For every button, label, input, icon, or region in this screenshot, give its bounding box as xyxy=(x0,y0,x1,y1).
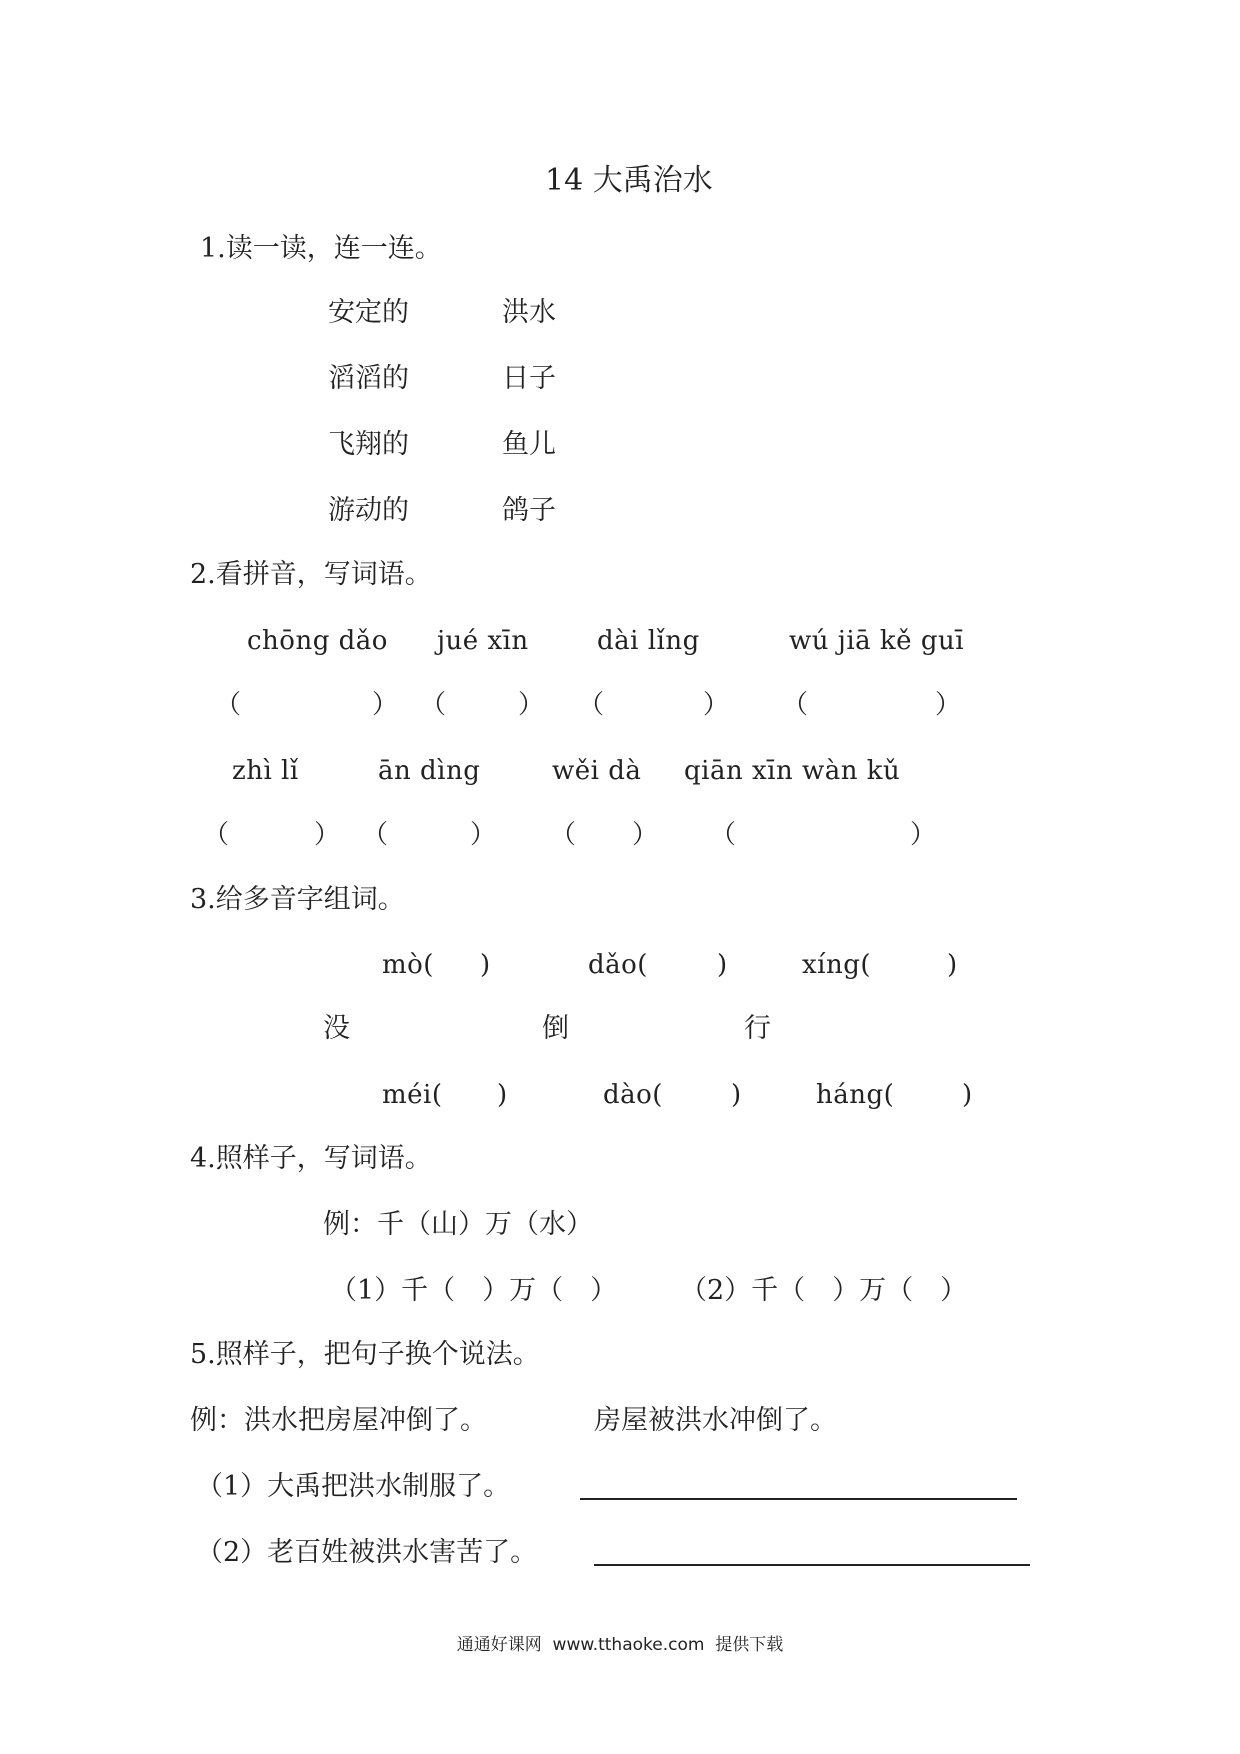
q5-answer-line-1[interactable] xyxy=(580,1498,1017,1500)
q3-character: 行 xyxy=(744,1013,771,1044)
q2-answer-close[interactable]: ） xyxy=(314,820,341,850)
q5-example-answer: 房屋被洪水冲倒了。 xyxy=(594,1405,837,1436)
q2-answer-open[interactable]: （ xyxy=(362,820,389,850)
q2-pinyin: wú jiā kě guī xyxy=(789,626,965,656)
q2-pinyin: zhì lǐ xyxy=(232,756,299,786)
q2-answer-open[interactable]: （ xyxy=(550,820,577,850)
q2-pinyin: jué xīn xyxy=(437,626,529,656)
q3-answer-close[interactable]: ) xyxy=(480,950,491,980)
q2-pinyin: qiān xīn wàn kǔ xyxy=(684,756,901,786)
q1-right-item[interactable]: 日子 xyxy=(502,363,556,394)
q3-pinyin: xíng( xyxy=(802,950,872,980)
q4-item-1[interactable]: （1）千（ ）万（ ） xyxy=(330,1275,618,1306)
footer-credit: 通通好课网 www.tthaoke.com 提供下载 xyxy=(456,1635,784,1655)
q2-pinyin: dài lǐng xyxy=(597,626,700,656)
q3-pinyin: méi( xyxy=(382,1080,443,1110)
q2-answer-open[interactable]: （ xyxy=(215,690,242,720)
q1-right-item[interactable]: 鱼儿 xyxy=(502,429,556,460)
q1-left-item[interactable]: 安定的 xyxy=(328,297,409,328)
q2-pinyin: wěi dà xyxy=(552,756,642,786)
question-1-heading: 1.读一读，连一连。 xyxy=(200,233,442,264)
q3-character: 没 xyxy=(323,1013,350,1044)
q1-left-item[interactable]: 滔滔的 xyxy=(328,363,409,394)
q2-answer-close[interactable]: ） xyxy=(703,690,730,720)
q2-answer-close[interactable]: ） xyxy=(372,690,399,720)
q3-answer-close[interactable]: ) xyxy=(497,1080,508,1110)
q2-answer-open[interactable]: （ xyxy=(782,690,809,720)
q3-answer-close[interactable]: ) xyxy=(962,1080,973,1110)
q2-answer-open[interactable]: （ xyxy=(578,690,605,720)
q1-left-item[interactable]: 飞翔的 xyxy=(328,429,409,460)
q5-example-sentence: 例：洪水把房屋冲倒了。 xyxy=(190,1405,487,1436)
q3-answer-close[interactable]: ) xyxy=(947,950,958,980)
q3-answer-close[interactable]: ) xyxy=(717,950,728,980)
q2-pinyin: ān dìng xyxy=(378,756,481,786)
q3-pinyin: mò( xyxy=(382,950,434,980)
q2-answer-close[interactable]: ） xyxy=(470,820,497,850)
q3-answer-close[interactable]: ) xyxy=(731,1080,742,1110)
q2-answer-close[interactable]: ） xyxy=(518,690,545,720)
q3-pinyin: háng( xyxy=(816,1080,895,1110)
q2-answer-open[interactable]: （ xyxy=(203,820,230,850)
q2-answer-open[interactable]: （ xyxy=(710,820,737,850)
q4-item-2[interactable]: （2）千（ ）万（ ） xyxy=(680,1275,968,1306)
question-3-heading: 3.给多音字组词。 xyxy=(190,884,405,915)
q2-answer-close[interactable]: ） xyxy=(935,690,962,720)
q3-character: 倒 xyxy=(542,1013,569,1044)
q2-pinyin: chōng dǎo xyxy=(247,626,388,656)
q1-right-item[interactable]: 洪水 xyxy=(502,297,556,328)
q5-item-1: （1）大禹把洪水制服了。 xyxy=(196,1471,511,1502)
page-title: 14 大禹治水 xyxy=(545,163,713,198)
q1-right-item[interactable]: 鸽子 xyxy=(502,495,556,526)
question-5-heading: 5.照样子，把句子换个说法。 xyxy=(190,1339,540,1370)
q5-item-2: （2）老百姓被洪水害苦了。 xyxy=(196,1537,538,1568)
q2-answer-open[interactable]: （ xyxy=(420,690,447,720)
q1-left-item[interactable]: 游动的 xyxy=(328,495,409,526)
q2-answer-close[interactable]: ） xyxy=(910,820,937,850)
q3-pinyin: dào( xyxy=(603,1080,663,1110)
q5-answer-line-2[interactable] xyxy=(594,1564,1030,1566)
q2-answer-close[interactable]: ） xyxy=(632,820,659,850)
question-2-heading: 2.看拼音，写词语。 xyxy=(190,559,432,590)
q4-example: 例：千（山）万（水） xyxy=(323,1209,593,1240)
question-4-heading: 4.照样子，写词语。 xyxy=(190,1143,432,1174)
q3-pinyin: dǎo( xyxy=(588,950,648,980)
